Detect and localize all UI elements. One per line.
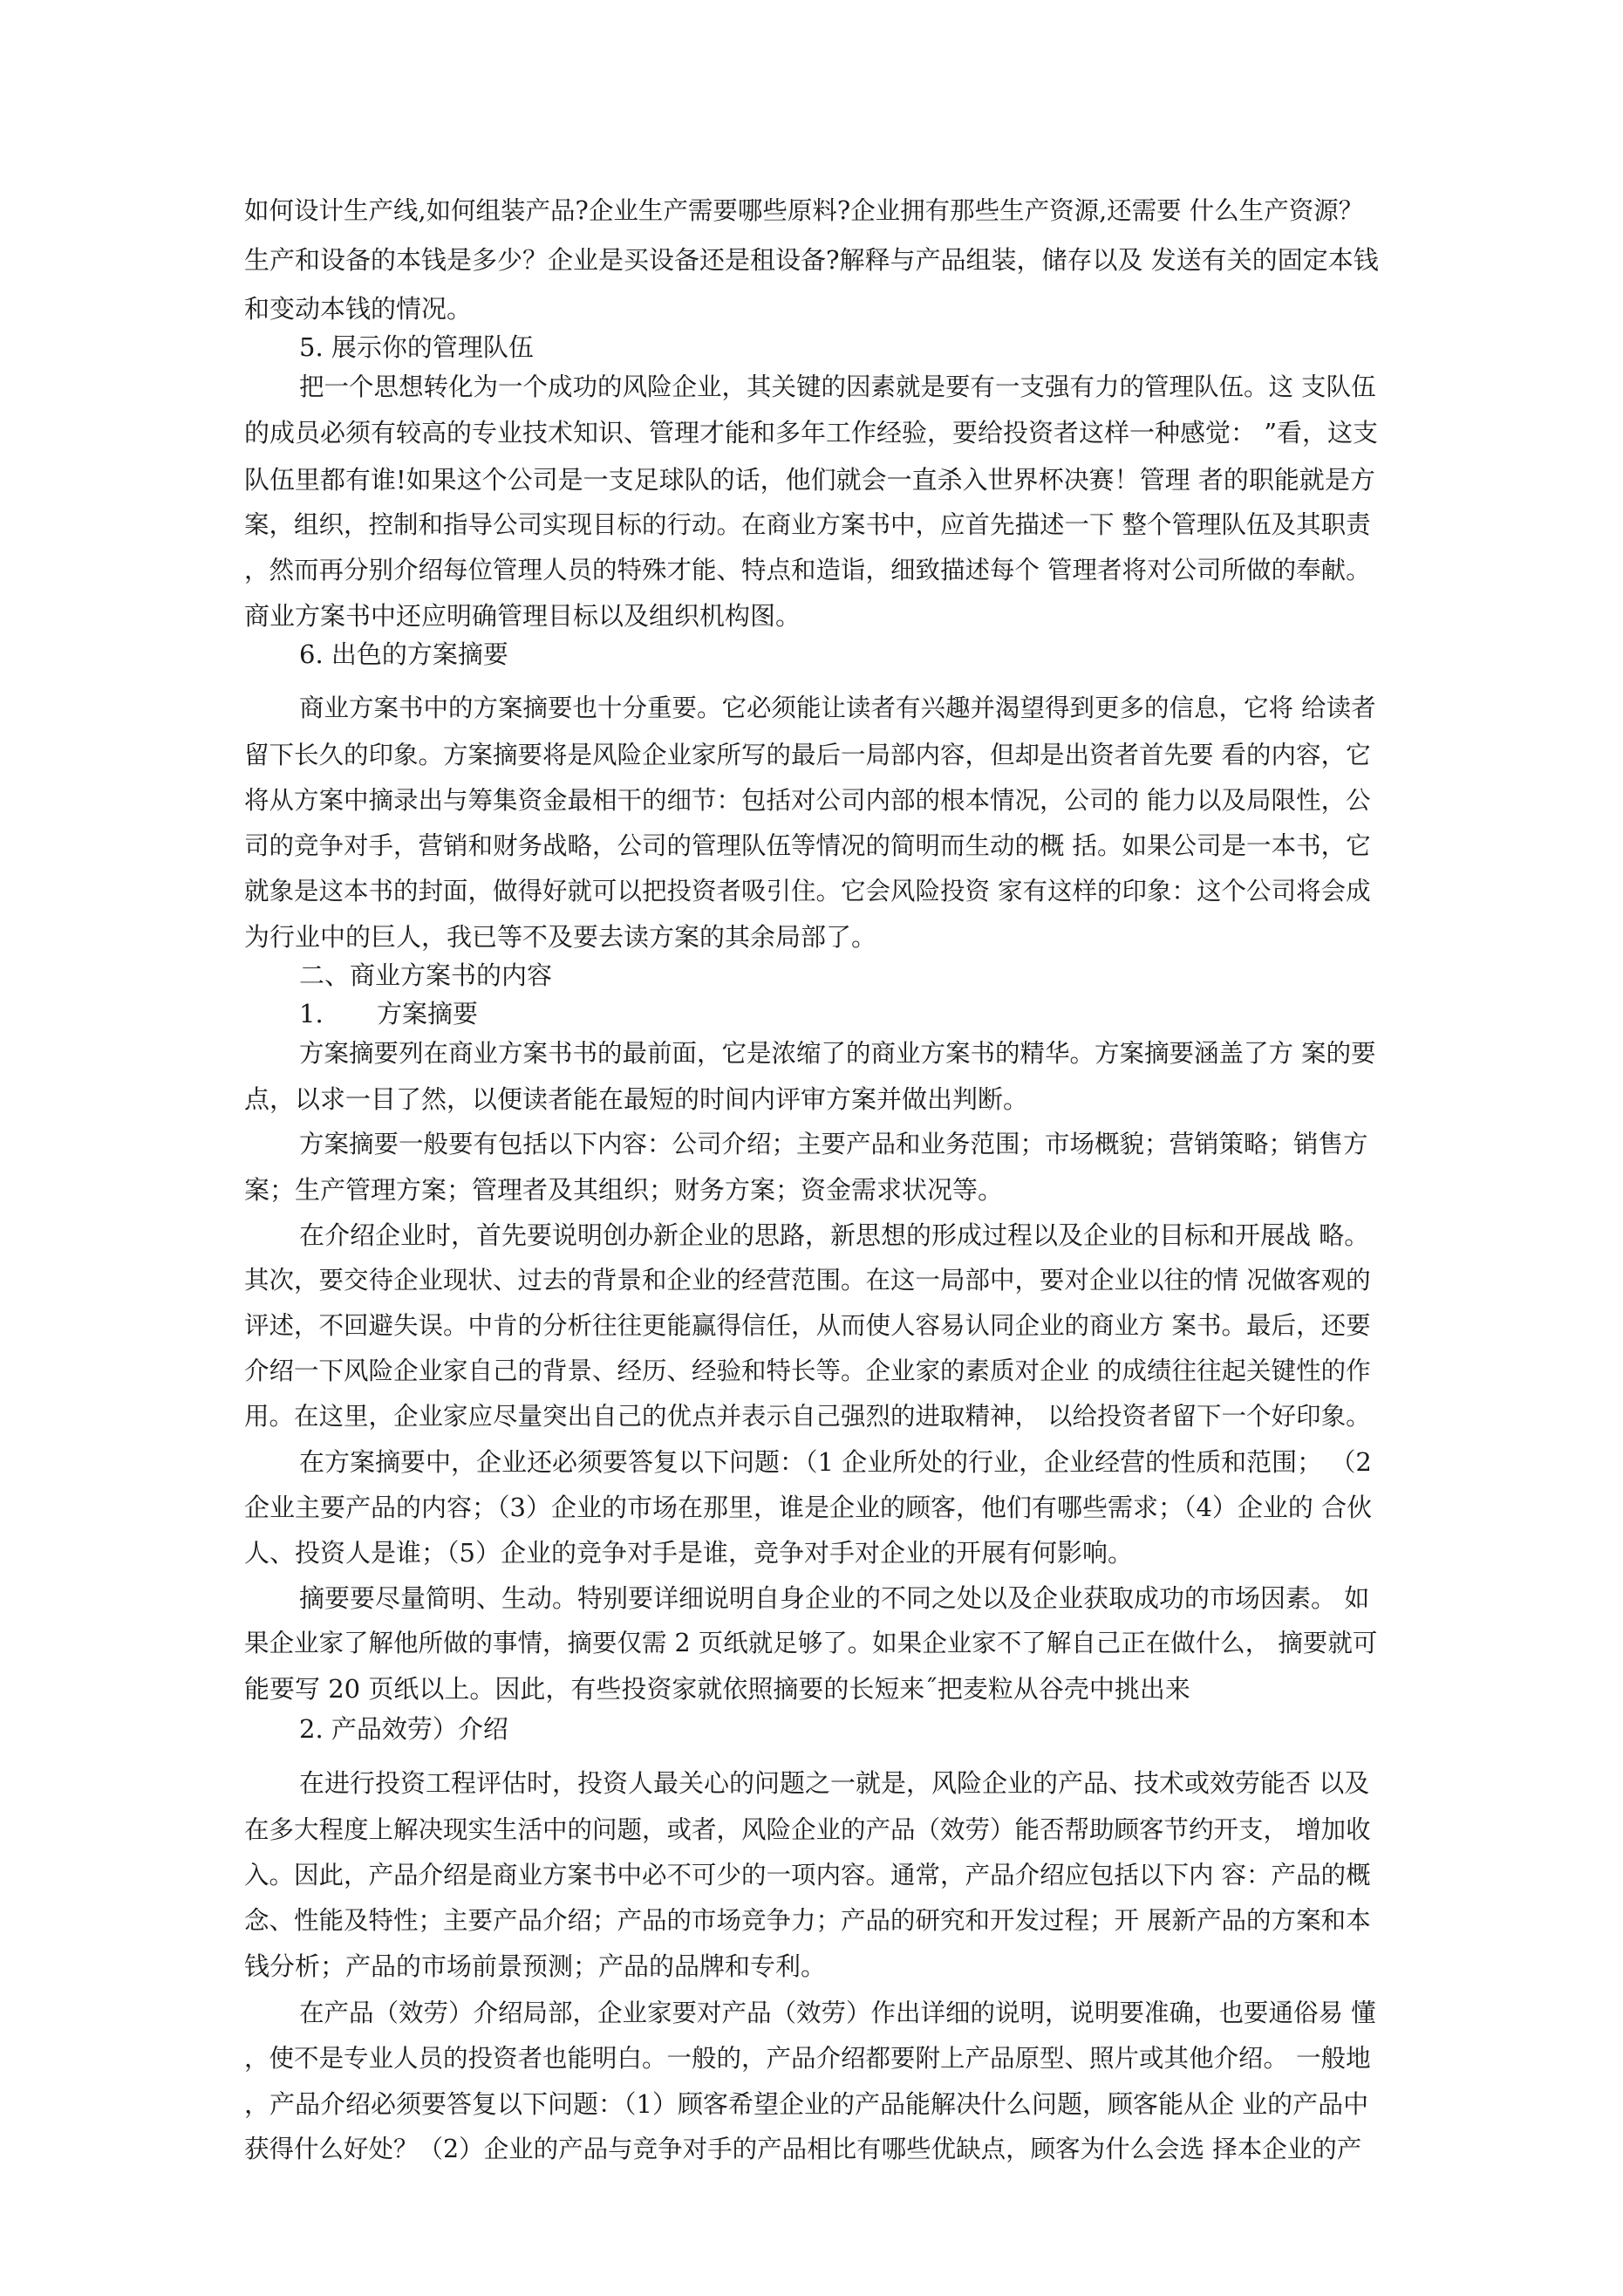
body-text-line: 摘要要尽量简明、生动。特别要详细说明自身企业的不同之处以及企业获取成功的市场因素。 如	[299, 1583, 1370, 1613]
body-text-line: 入。因此，产品介绍是商业方案书中必不可少的一项内容。通常，产品介绍应包括以下内 容：产品的概	[244, 1861, 1371, 1889]
body-text-line: 案，组织，控制和指导公司实现目标的行动。在商业方案书中，应首先描述一下 整个管理队伍及其职责	[244, 510, 1371, 539]
body-text-line: 留下长久的印象。方案摘要将是风险企业家所写的最后一局部内容，但却是出资者首先要 看的内容，它	[244, 741, 1371, 769]
body-text-line: 在产品（效劳）介绍局部，企业家要对产品（效劳）作出详细的说明，说明要准确，也要通俗易 懂	[299, 1999, 1376, 2027]
body-text-line: 用。在这里，企业家应尽量突出自己的优点并表示自己强烈的进取精神， 以给投资者留下一个好印象。	[244, 1402, 1371, 1431]
body-text-line: 生产和设备的本钱是多少？企业是买设备还是租设备?解释与产品组装，储存以及 发送有关的固定本钱	[244, 245, 1379, 275]
body-text-line: 在方案摘要中，企业还必须要答复以下问题：（1 企业所处的行业，企业经营的性质和范围； （2	[299, 1447, 1372, 1477]
body-text-line: ，然而再分别介绍每位管理人员的特殊才能、特点和造诣，细致描述每个 管理者将对公司所做的奉献。	[244, 556, 1371, 584]
section-heading: 2. 产品效劳）介绍	[299, 1714, 508, 1744]
body-text-line: 司的竞争对手，营销和财务战略，公司的管理队伍等情况的简明而生动的概 括。如果公司是一本书，它	[244, 831, 1371, 860]
body-text-line: 企业主要产品的内容；（3）企业的市场在那里，谁是企业的顾客，他们有哪些需求；（4）企业的 合伙	[244, 1493, 1373, 1522]
body-text-line: 人、投资人是谁；（5）企业的竞争对手是谁，竞争对手对企业的开展有何影响。	[244, 1538, 1133, 1568]
body-text-line: ，产品介绍必须要答复以下问题：（1）顾客希望企业的产品能解决什么问题，顾客能从企 业的产品中	[244, 2089, 1369, 2119]
item-number: 1.	[299, 999, 324, 1028]
body-text-line: 为行业中的巨人，我已等不及要去读方案的其余局部了。	[244, 922, 877, 952]
body-text-line: 方案摘要列在商业方案书书的最前面，它是浓缩了的商业方案书的精华。方案摘要涵盖了方 案的要	[299, 1039, 1376, 1068]
body-text-line: 就象是这本书的封面，做得好就可以把投资者吸引住。它会风险投资 家有这样的印象：这个公司将会成	[244, 877, 1371, 905]
body-text-line: 在介绍企业时，首先要说明创办新企业的思路，新思想的形成过程以及企业的目标和开展战 略。	[299, 1220, 1370, 1250]
section-heading: 6. 出色的方案摘要	[299, 639, 508, 669]
body-text-line: 的成员必须有较高的专业技术知识、管理才能和多年工作经验，要给投资者这样一种感觉： ”看，这支	[244, 418, 1379, 448]
body-text-line: 钱分析；产品的市场前景预测；产品的品牌和专利。	[244, 1951, 827, 1981]
body-text-line: 评述，不回避失误。中肯的分析往往更能赢得信任，从而使人容易认同企业的商业方 案书。最后，还要	[244, 1311, 1371, 1340]
body-text-line: 在进行投资工程评估时，投资人最关心的问题之一就是，风险企业的产品、技术或效劳能否 以及	[299, 1768, 1370, 1798]
section-heading: 二、商业方案书的内容	[299, 960, 553, 990]
section-heading: 5. 展示你的管理队伍	[299, 332, 534, 362]
body-text-line: 点，以求一目了然，以便读者能在最短的时间内评审方案并做出判断。	[244, 1084, 1029, 1114]
body-text-line: 商业方案书中还应明确管理目标以及组织机构图。	[244, 601, 801, 631]
body-text-line: 和变动本钱的情况。	[244, 294, 473, 324]
body-text-line: 介绍一下风险企业家自己的背景、经历、经验和特长等。企业家的素质对企业 的成绩往往起关键性的作	[244, 1356, 1371, 1385]
body-text-line: 队伍里都有谁!如果这个公司是一支足球队的话，他们就会一直杀入世界杯决赛！管理 者的职能就是方	[244, 465, 1375, 495]
body-text-line: 将从方案中摘录出与筹集资金最相干的细节：包括对公司内部的根本情况，公司的 能力以及局限性，公	[244, 786, 1371, 815]
body-text-line: 如何设计生产线,如何组装产品?企业生产需要哪些原料?企业拥有那些生产资源,还需要 什么生产资源？	[244, 196, 1364, 225]
body-text-line: 其次，要交待企业现状、过去的背景和企业的经营范围。在这一局部中，要对企业以往的情 况做客观的	[244, 1266, 1371, 1295]
body-text-line: 获得什么好处？（2）企业的产品与竞争对手的产品相比有哪些优缺点，顾客为什么会选 择本企业的产	[244, 2135, 1362, 2163]
subsection-heading: 方案摘要	[377, 999, 479, 1028]
body-text-line: 在多大程度上解决现实生活中的问题，或者，风险企业的产品（效劳）能否帮助顾客节约开支， 增加收	[244, 1815, 1371, 1844]
body-text-line: 案；生产管理方案；管理者及其组织；财务方案；资金需求状况等。	[244, 1175, 1004, 1205]
body-text-line: 把一个思想转化为一个成功的风险企业，其关键的因素就是要有一支强有力的管理队伍。这 支队伍	[299, 372, 1376, 401]
body-text-line: 商业方案书中的方案摘要也十分重要。它必须能让读者有兴趣并渴望得到更多的信息，它将 给读者	[299, 694, 1376, 722]
body-text-line: 能要写 20 页纸以上。因此，有些投资家就依照摘要的长短来˝把麦粒从谷壳中挑出来	[244, 1674, 1190, 1704]
body-text-line: ，使不是专业人员的投资者也能明白。一般的，产品介绍都要附上产品原型、照片或其他介绍。 一般地	[244, 2044, 1371, 2073]
body-text-line: 方案摘要一般要有包括以下内容：公司介绍；主要产品和业务范围；市场概貌；营销策略；销售方	[299, 1130, 1368, 1158]
body-text-line: 念、性能及特性；主要产品介绍；产品的市场竞争力；产品的研究和开发过程；开 展新产品的方案和本	[244, 1906, 1371, 1935]
body-text-line: 果企业家了解他所做的事情，摘要仅需 2 页纸就足够了。如果企业家不了解自己正在做什么， 摘要就可	[244, 1629, 1378, 1657]
